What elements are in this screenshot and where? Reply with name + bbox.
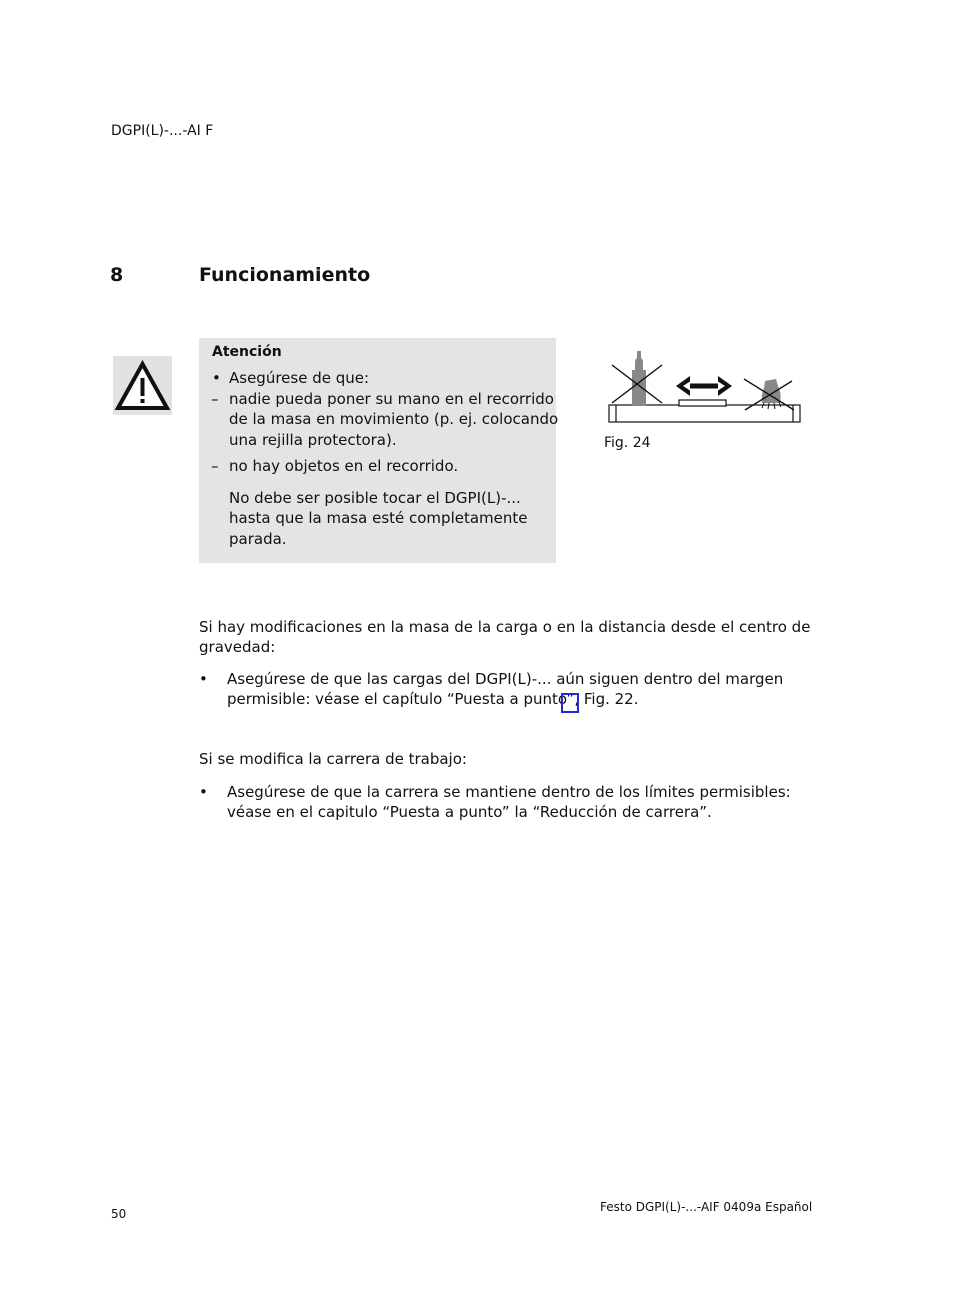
warning-item-1: Asegúrese de que:: [229, 369, 370, 387]
section-title: Funcionamiento: [199, 264, 371, 286]
warning-bullet-marker: •: [212, 369, 221, 387]
figure-24: [604, 348, 804, 430]
paragraph-2: Si se modifica la carrera de trabajo:: [199, 750, 467, 768]
bullet-1-line2: permisible: véase el capítulo “Puesta a punto”, Fig. 22.: [227, 690, 639, 708]
carriage-shape: [679, 400, 726, 406]
bullet-2-line1: Asegúrese de que la carrera se mantiene dentro de los límites permisibles:: [227, 783, 791, 801]
bottle-icon: [612, 351, 662, 406]
document-header: DGPI(L)-...-AI F: [111, 123, 214, 139]
warning-note-line2: hasta que la masa esté completamente: [229, 509, 528, 527]
warning-sub1-line2: de la masa en movimiento (p. ej. colocando: [229, 410, 559, 428]
bullet-marker-1: •: [199, 670, 208, 688]
rail-shape: [609, 405, 800, 422]
warning-sub1-line1: nadie pueda poner su mano en el recorrido: [229, 390, 554, 408]
page-number: 50: [111, 1207, 127, 1221]
bullet-2-line2: véase en el capitulo “Puesta a punto” la “Reducción de carrera”.: [227, 803, 712, 821]
warning-icon-box: [113, 356, 172, 415]
hand-icon: [744, 379, 794, 410]
paragraph-1-line1: Si hay modificaciones en la masa de la carga o en la distancia desde el centro de: [199, 618, 811, 636]
warning-sub2: no hay objetos en el recorrido.: [229, 457, 459, 475]
warning-note-line3: parada.: [229, 530, 287, 548]
warning-dash-marker-2: –: [211, 457, 219, 475]
warning-sub1-line3: una rejilla protectora).: [229, 431, 397, 449]
paragraph-1-line2: gravedad:: [199, 638, 276, 656]
figure-caption: Fig. 24: [604, 435, 651, 451]
bullet-1-line1: Asegúrese de que las cargas del DGPI(L)-... aún siguen dentro del margen: [227, 670, 784, 688]
double-arrow-icon: [676, 376, 732, 396]
figure-reference-link[interactable]: [561, 693, 579, 713]
warning-triangle-icon: [113, 356, 172, 415]
warning-dash-marker-1: –: [211, 390, 219, 408]
bullet-marker-2: •: [199, 783, 208, 801]
section-number: 8: [110, 264, 124, 286]
warning-heading: Atención: [212, 344, 282, 360]
figure-24-illustration: [604, 348, 804, 426]
footer-doc-info: Festo DGPI(L)-...-AIF 0409a Español: [600, 1200, 813, 1214]
warning-note-line1: No debe ser posible tocar el DGPI(L)-...: [229, 489, 521, 507]
